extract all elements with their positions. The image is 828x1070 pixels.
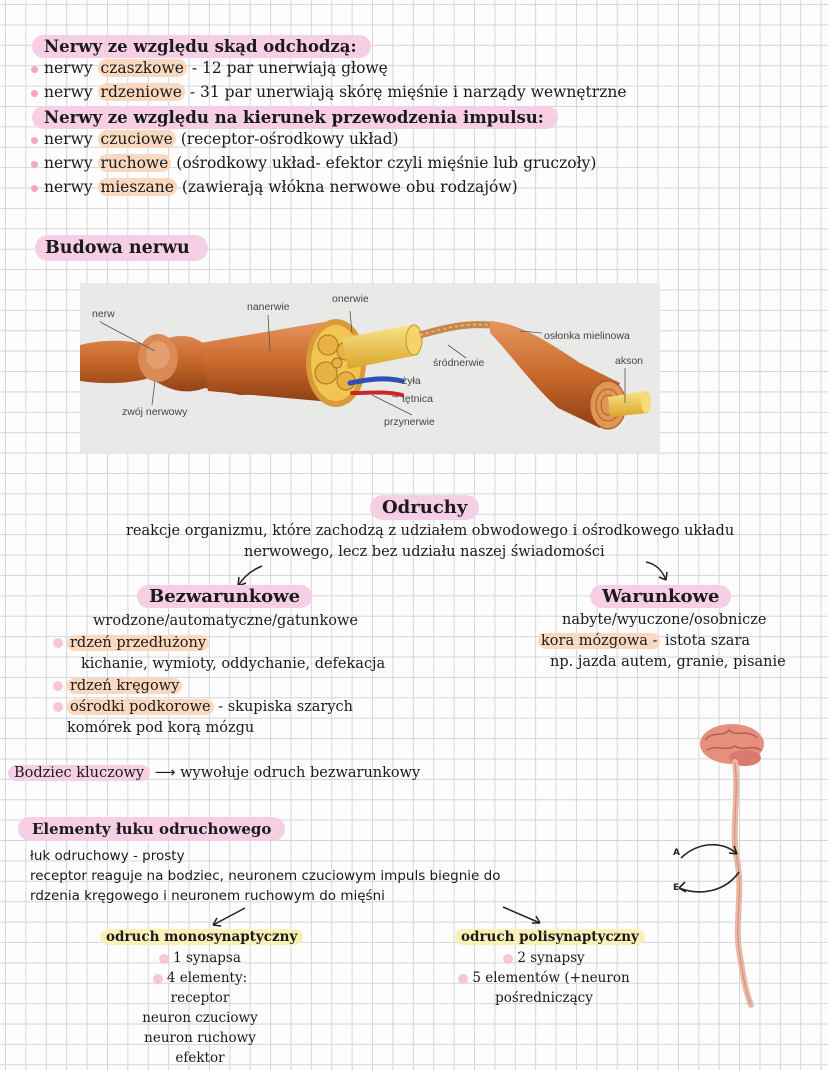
bez-line-rdzen-przedluzony: rdzeń przedłużony: [53, 635, 209, 651]
arrow-down-right-icon: [642, 558, 672, 586]
bez-line-wrodzone: wrodzone/automatyczne/gatunkowe: [93, 613, 358, 629]
bez-line-rdzen-kregowy: rdzeń kręgowy: [53, 678, 182, 694]
bodziec-kluczowy-line: Bodziec kluczowy ⟶ wywołuje odruch bezwarunkowy: [8, 765, 420, 781]
label-e: E: [673, 883, 680, 893]
bez-line-examples: kichanie, wymioty, oddychanie, defekacja: [81, 656, 386, 672]
heading-warunkowe: Warunkowe: [590, 585, 731, 608]
arrow-down-right-icon: [500, 903, 546, 929]
mono-item: receptor: [170, 990, 230, 1006]
bullet-dot: [53, 681, 63, 691]
list-item: nerwy czaszkowe - 12 par unerwiają głowę: [31, 59, 388, 77]
mono-item: neuron czuciowy: [142, 1010, 258, 1026]
label-srodnerwie: śródnerwie: [433, 357, 485, 369]
list-item: nerwy rdzeniowe - 31 par unerwiają skórę mięśnie i narządy wewnętrzne: [31, 83, 627, 101]
heading-impulse-direction: Nerwy ze względu na kierunek przewodzenia impulsu:: [32, 106, 558, 129]
label-zwoj-nerwowy: zwój nerwowy: [122, 406, 188, 418]
nerve-structure-diagram: [80, 283, 660, 454]
bullet-dot: [53, 638, 63, 648]
label-zyla: żyła: [402, 375, 421, 387]
arrow-down-left-icon: [205, 905, 247, 931]
heading-bezwarunkowe: Bezwarunkowe: [137, 585, 312, 608]
odruchy-description-line2: nerwowego, lecz bez udziału naszej świadomości: [244, 544, 605, 560]
afferent-arrow: [681, 845, 737, 858]
label-onerwie: onerwie: [332, 293, 369, 305]
label-akson: akson: [615, 355, 644, 367]
heading-odruchy: Odruchy: [370, 495, 479, 520]
brain-spinal-cord-illustration: [665, 720, 775, 1015]
bullet-dot: [31, 66, 38, 73]
poli-item: 5 elementów (+neuron: [444, 968, 644, 988]
list-item: nerwy ruchowe (ośrodkowy układ- efektor czyli mięśnie lub gruczoły): [31, 154, 596, 172]
bullet-dot: [503, 954, 513, 964]
heading-luk-odruchowy: Elementy łuku odruchowego: [18, 817, 285, 841]
luk-line-prosty: łuk odruchowy - prosty: [30, 848, 185, 864]
luk-line-rdzenia: rdzenia kręgowego i neuronem ruchowym do mięśni: [30, 888, 385, 904]
bullet-dot: [31, 90, 38, 97]
bullet-dot: [153, 974, 163, 984]
bullet-dot: [31, 185, 38, 192]
label-tetnica: tętnica: [402, 393, 433, 405]
heading-nerve-structure: Budowa nerwu: [35, 235, 208, 261]
poli-item: pośredniczący: [495, 990, 593, 1006]
heading-polisynaptyczny: odruch polisynaptyczny: [455, 929, 645, 945]
arrow-right-icon: ⟶: [154, 765, 176, 781]
label-a: A: [673, 848, 680, 858]
heading-nerve-origin: Nerwy ze względu skąd odchodzą:: [32, 35, 371, 58]
war-line-kora: kora mózgowa - istota szara: [538, 633, 750, 649]
brain-icon: [700, 724, 764, 766]
bez-line-osrodki: ośrodki podkorowe - skupiska szarych: [53, 699, 353, 715]
bullet-dot: [458, 974, 468, 984]
mono-item: 1 synapsa: [100, 948, 300, 968]
heading-monosynaptyczny: odruch monosynaptyczny: [100, 929, 303, 945]
label-nanerwie: nanerwie: [247, 301, 290, 313]
list-item: nerwy mieszane (zawierają włókna nerwowe obu rodzajów): [31, 178, 518, 196]
bullet-dot: [31, 137, 38, 144]
label-nerw: nerw: [92, 308, 115, 320]
poli-list: [444, 948, 644, 1008]
mono-item: 4 elementy:: [100, 968, 300, 988]
label-przynerwie: przynerwie: [384, 416, 435, 428]
list-item: nerwy czuciowe (receptor-ośrodkowy układ): [31, 130, 399, 148]
mono-list: [100, 948, 300, 1068]
nerve-illustration: [80, 283, 660, 454]
spinal-cord: [735, 762, 751, 1005]
war-line-examples: np. jazda autem, granie, pisanie: [550, 654, 786, 670]
war-line-nabyte: nabyte/wyuczone/osobnicze: [562, 612, 767, 628]
efferent-arrow: [679, 872, 739, 892]
luk-line-receptor: receptor reaguje na bodziec, neuronem czuciowym impuls biegnie do: [30, 868, 501, 884]
mono-item: neuron ruchowy: [144, 1030, 256, 1046]
poli-item: 2 synapsy: [444, 948, 644, 968]
bullet-dot: [159, 954, 169, 964]
bez-line-komorek: komórek pod korą mózgu: [67, 720, 255, 736]
mono-item: efektor: [175, 1050, 225, 1066]
odruchy-description-line1: reakcje organizmu, które zachodzą z udziałem obwodowego i ośrodkowego układu: [126, 523, 735, 539]
label-oslonka-mielinowa: osłonka mielinowa: [544, 330, 630, 342]
bullet-dot: [53, 702, 63, 712]
bullet-dot: [31, 161, 38, 168]
